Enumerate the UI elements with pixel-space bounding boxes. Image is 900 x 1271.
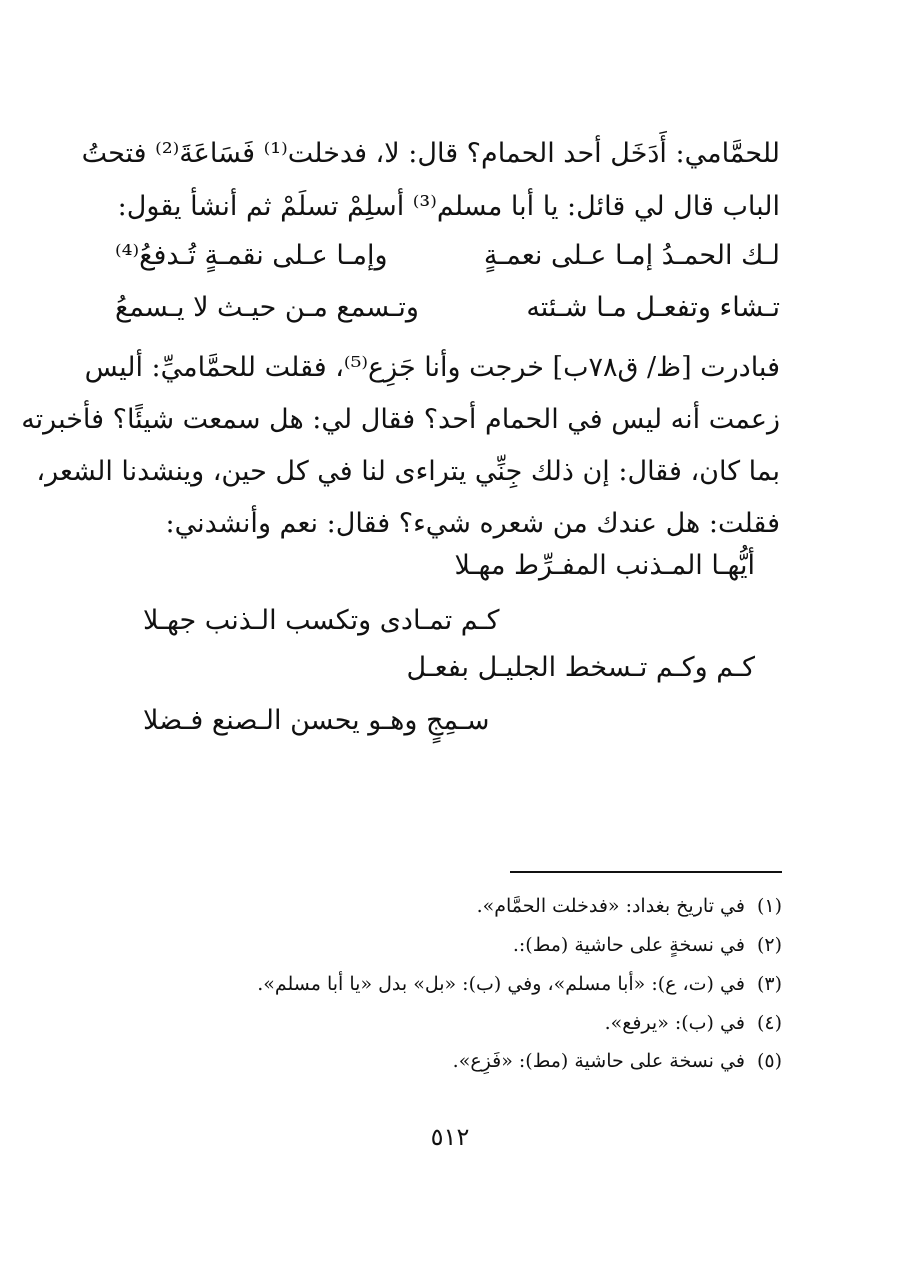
footnote bbox=[453, 1050, 782, 1072]
text-line: الباب قال لي قائل: يا أبا مسلم⁽³⁾ أسلِمْ تسلَمْ ثم أنشأ يقول: bbox=[117, 191, 780, 222]
poem-line: أيُّهـا المـذنب المفـرِّط مهـلا bbox=[454, 550, 755, 581]
footnote-text: في (ت، ع): «أبا مسلم»، وفي (ب): «بل» بدل «يا أبا مسلم». bbox=[257, 973, 745, 995]
footnote-number: (٤) bbox=[756, 1012, 782, 1034]
verse-first-hemistich: لـك الحمـدُ إمـا عـلى نعمـةٍ bbox=[483, 240, 780, 271]
footnote-text: في نسخة على حاشية (مط): «فَزِع». bbox=[452, 1050, 745, 1072]
footnote bbox=[513, 934, 782, 956]
verse-first-hemistich: تـشاء وتفعـل مـا شـئته bbox=[526, 292, 780, 323]
text-line: بما كان، فقال: إن ذلك جِنِّي يتراءى لنا في كل حين، وينشدنا الشعر، bbox=[36, 456, 780, 487]
text-line: للحمَّامي: أَدَخَل أحد الحمام؟ قال: لا، فدخلت⁽¹⁾ فَسَاعَةَ⁽²⁾ فتحتُ bbox=[81, 138, 780, 169]
text-line: فقلت: هل عندك من شعره شيء؟ فقال: نعم وأنشدني: bbox=[165, 508, 780, 539]
footnote-divider bbox=[510, 871, 782, 873]
footnote-text: في نسخةٍ على حاشية (مط):. bbox=[512, 934, 745, 956]
footnote-text: في (ب): «يرفع». bbox=[604, 1012, 745, 1034]
verse-second-hemistich: وتـسمع مـن حيـث لا يـسمعُ bbox=[115, 292, 419, 323]
text-line: زعمت أنه ليس في الحمام أحد؟ فقال لي: هل سمعت شيئًا؟ فأخبرته bbox=[21, 404, 780, 435]
page-number: ٥١٢ bbox=[430, 1123, 470, 1151]
footnote-number: (٢) bbox=[756, 934, 782, 956]
poem-line: سـمِجٍ وهـو يحسن الـصنع فـضلا bbox=[143, 705, 490, 736]
footnote-text: في تاريخ بغداد: «فدخلت الحمَّام». bbox=[476, 895, 745, 917]
footnote bbox=[257, 973, 782, 995]
poem-line: كـم تمـادى وتكسب الـذنب جهـلا bbox=[143, 605, 500, 636]
footnote-number: (٣) bbox=[756, 973, 782, 995]
footnote-number: (٥) bbox=[756, 1050, 782, 1072]
footnote-number: (١) bbox=[756, 895, 782, 917]
footnote bbox=[477, 895, 782, 917]
text-line: فبادرت [ظ/ ق٧٨ب] خرجت وأنا جَزِع⁽⁵⁾، فقلت للحمَّاميِّ: أليس bbox=[84, 352, 780, 383]
verse-second-hemistich: وإمـا عـلى نقمـةٍ تُـدفعُ⁽⁴⁾ bbox=[115, 240, 388, 271]
poem-line: كـم وكـم تـسخط الجليـل بفعـل bbox=[406, 652, 755, 683]
footnote bbox=[605, 1012, 782, 1034]
